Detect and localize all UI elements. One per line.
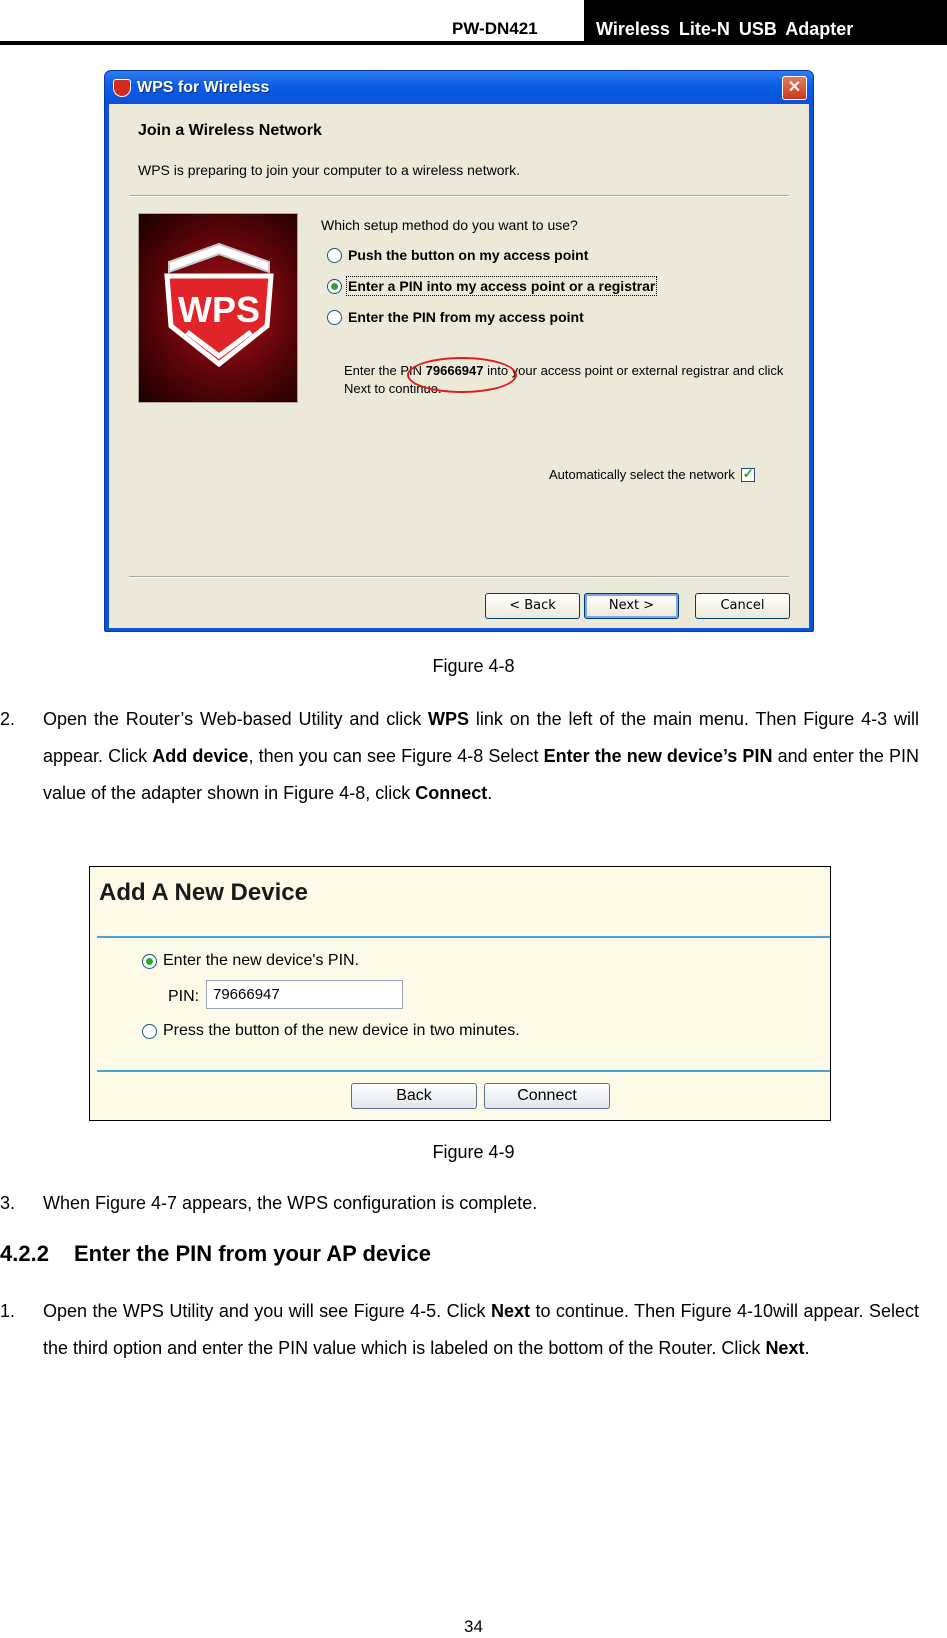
panel-title: Add A New Device [99, 879, 308, 906]
pin-input[interactable]: 79666947 [206, 980, 403, 1009]
pin-highlight-circle [407, 357, 517, 393]
panel-divider [97, 936, 830, 938]
wps-logo [138, 213, 298, 403]
option-label: Push the button on my access point [348, 247, 589, 263]
wps-app-icon [113, 79, 131, 97]
setup-question: Which setup method do you want to use? [321, 217, 578, 233]
wps-logo-text: WPS [177, 289, 261, 330]
option-label: Press the button of the new device in two minutes. [163, 1022, 520, 1039]
radio-icon[interactable] [327, 248, 342, 263]
add-new-device-panel [89, 866, 831, 1121]
page-header [0, 0, 947, 46]
option-push-button[interactable] [327, 247, 588, 263]
header-model: PW-DN421 [452, 19, 538, 38]
close-icon[interactable]: ✕ [782, 76, 807, 100]
option-enter-pin-from-ap[interactable] [327, 309, 584, 325]
step-paragraph: Open the WPS Utility and you will see Figure 4-5. Click Next to continue. Then Figure 4-10will appear. Select the third option and enter the PIN value which is labeled on the bottom of the Router. Click Next. [43, 1301, 920, 1358]
dialog-heading: Join a Wireless Network [138, 122, 322, 139]
figure-caption: Figure 4-8 [432, 656, 515, 676]
cancel-button[interactable]: Cancel [695, 593, 790, 619]
step-paragraph: When Figure 4-7 appears, the WPS configuration is complete. [43, 1193, 538, 1213]
pin-value: 79666947 [425, 363, 484, 378]
auto-select-network[interactable] [549, 467, 755, 482]
dialog-body [109, 104, 809, 628]
option-label: Enter a PIN into my access point or a registrar [348, 278, 656, 294]
auto-select-label: Automatically select the network [549, 467, 735, 482]
dialog-title: WPS for Wireless [137, 79, 270, 96]
wps-dialog [104, 70, 814, 632]
step-number: 2. [0, 709, 16, 729]
dialog-subtitle: WPS is preparing to join your computer to a wireless network. [138, 162, 521, 178]
section-heading [0, 1241, 431, 1267]
back-button[interactable]: < Back [485, 593, 580, 619]
connect-button[interactable]: Connect [484, 1083, 610, 1109]
step-number: 1. [0, 1301, 16, 1321]
back-button[interactable]: Back [351, 1083, 477, 1109]
dialog-titlebar [105, 71, 813, 104]
option-enter-device-pin[interactable] [142, 952, 359, 970]
option-enter-pin-registrar[interactable] [327, 278, 655, 294]
option-label: Enter the new device's PIN. [163, 952, 360, 969]
page-number: 34 [464, 1617, 483, 1636]
dialog-separator [129, 195, 789, 197]
option-label: Enter the PIN from my access point [348, 309, 584, 325]
figure-caption: Figure 4-9 [432, 1142, 515, 1162]
next-button[interactable]: Next > [584, 593, 679, 619]
radio-selected-icon[interactable] [327, 279, 342, 294]
panel-divider [97, 1070, 830, 1072]
radio-icon[interactable] [327, 310, 342, 325]
pin-label: PIN: [168, 988, 200, 1005]
header-product: Wireless Lite-N USB Adapter [584, 0, 947, 45]
section-title: Enter the PIN from your AP device [74, 1241, 431, 1266]
radio-selected-icon[interactable] [142, 954, 157, 969]
section-number: 4.2.2 [0, 1241, 49, 1266]
pin-instruction: Enter the PIN 79666947 into your access point or external registrar and click Next to continue. [344, 363, 784, 396]
step-number: 3. [0, 1193, 16, 1213]
dialog-separator [129, 576, 789, 578]
checkbox-checked-icon[interactable] [741, 468, 755, 482]
option-press-button[interactable] [142, 1022, 520, 1040]
step-paragraph: Open the Router’s Web-based Utility and click WPS link on the left of the main menu. Then Figure 4-3 will appear. Click Add device, then you can see Figure 4-8 Select Enter the new device’s PIN and enter the PIN value of the adapter shown in Figure 4-8, click Connect. [43, 709, 920, 803]
radio-icon[interactable] [142, 1024, 157, 1039]
